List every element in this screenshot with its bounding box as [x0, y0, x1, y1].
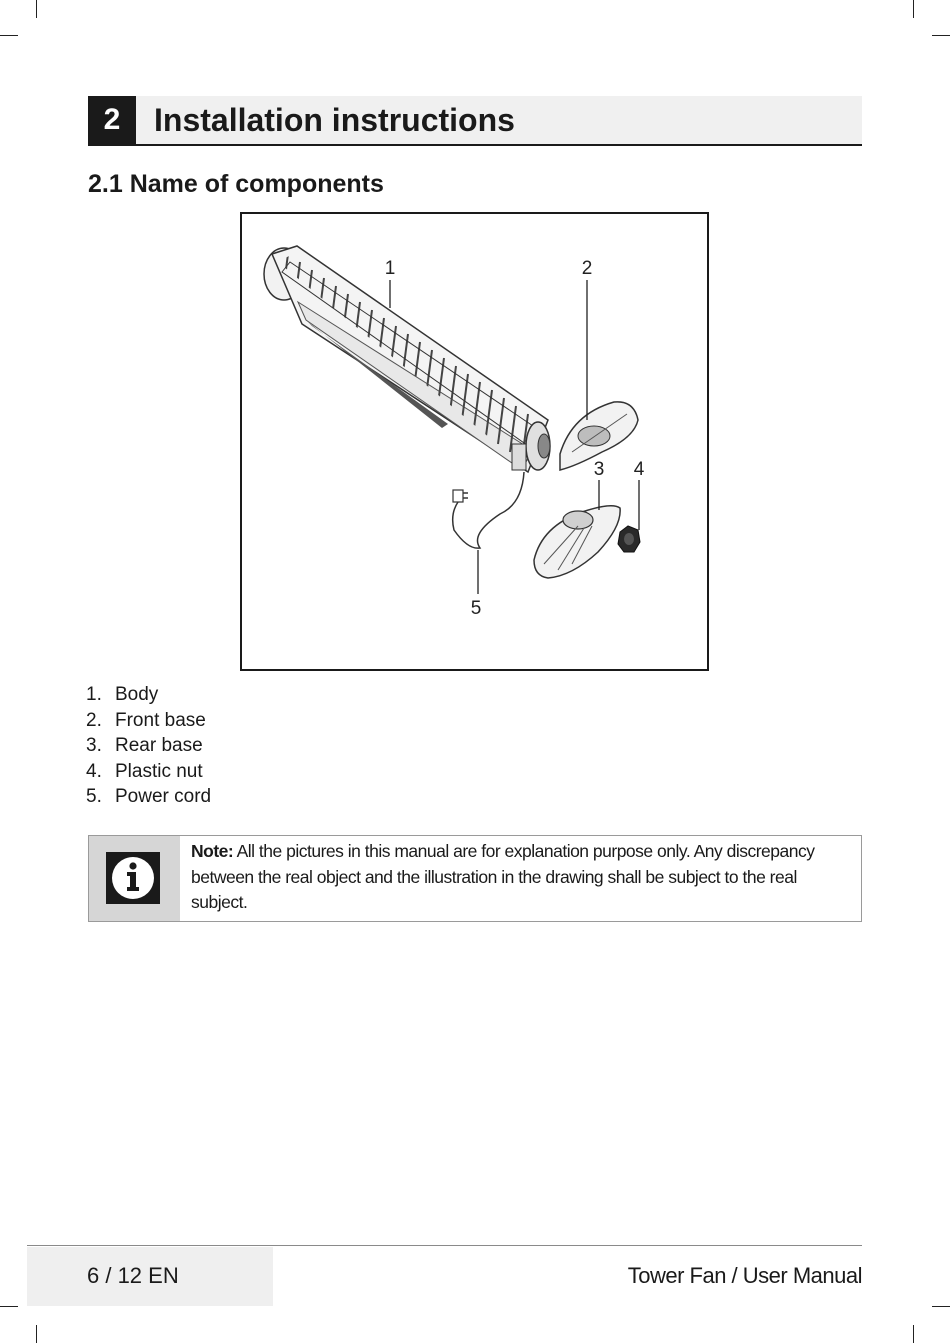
list-item [86, 784, 211, 810]
callout-4: 4 [633, 459, 645, 480]
section-number: 2 [88, 96, 136, 144]
list-item-number: 2. [86, 709, 102, 731]
list-item [86, 733, 211, 759]
list-item-label: Rear base [115, 735, 203, 757]
list-item-number: 4. [86, 760, 102, 782]
callout-1: 1 [384, 258, 396, 279]
plastic-nut [618, 526, 640, 552]
footer-divider [27, 1245, 862, 1246]
callout-5: 5 [470, 598, 482, 619]
crop-mark [913, 1325, 914, 1343]
fan-body [264, 246, 550, 472]
crop-mark [913, 0, 914, 18]
crop-mark [0, 35, 18, 36]
tower-fan-illustration [242, 214, 711, 673]
components-list [86, 682, 211, 810]
callout-3: 3 [593, 459, 605, 480]
page-number: 6 / 12 EN [87, 1263, 179, 1288]
list-item-label: Front base [115, 709, 206, 731]
list-item [86, 682, 211, 708]
list-item-number: 5. [86, 786, 102, 808]
footer-title: Tower Fan / User Manual [627, 1263, 862, 1288]
rear-base [534, 506, 620, 578]
note-icon-cell [89, 836, 180, 921]
list-item [86, 708, 211, 734]
list-item-label: Body [115, 684, 159, 705]
crop-mark [932, 1306, 950, 1307]
list-item-label: Power cord [115, 786, 212, 808]
note-box [88, 835, 862, 922]
crop-mark [36, 0, 37, 18]
crop-mark [0, 1306, 18, 1307]
list-item [86, 759, 211, 785]
subsection-title: 2.1 Name of components [88, 170, 384, 198]
crop-mark [932, 35, 950, 36]
power-cord [453, 472, 524, 548]
list-item-label: Plastic nut [115, 760, 203, 782]
footer-page-box [27, 1247, 273, 1306]
note-text [191, 839, 841, 916]
note-label: Note: [191, 841, 234, 861]
callout-2: 2 [581, 258, 593, 279]
list-item-number: 1. [86, 684, 102, 705]
info-icon [106, 852, 162, 906]
crop-mark [36, 1325, 37, 1343]
list-item-number: 3. [86, 735, 102, 757]
components-figure [240, 212, 709, 671]
section-title: Installation instructions [154, 102, 515, 138]
note-body: All the pictures in this manual are for explanation purpose only. Any discrepancy between the real object and the illustration in the drawing shall be subject to the real subject. [191, 841, 815, 912]
section-header [88, 96, 862, 146]
